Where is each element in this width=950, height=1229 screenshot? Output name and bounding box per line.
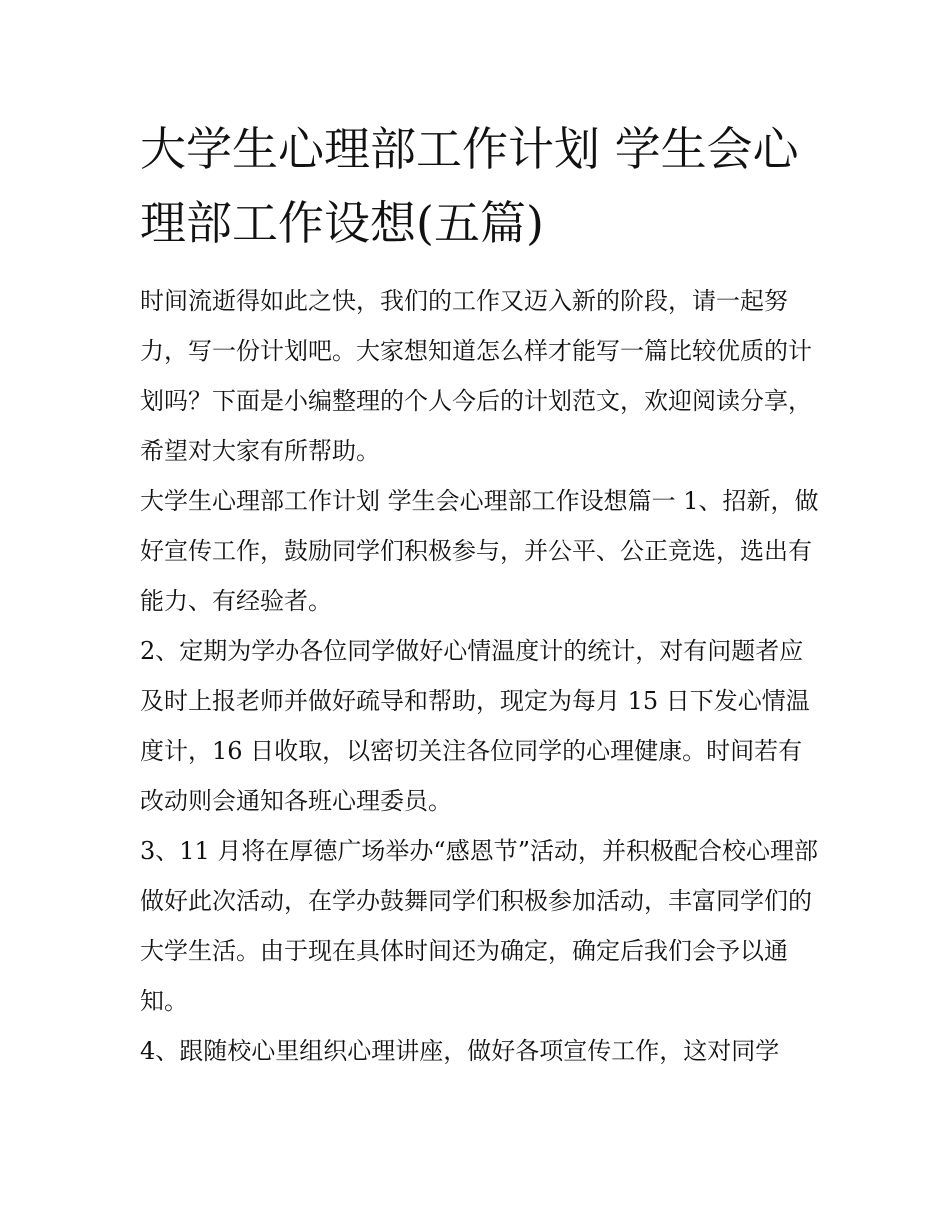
plan-item-1-paragraph: 大学生心理部工作计划 学生会心理部工作设想篇一 1、招新，做好宣传工作，鼓励同学们积极参与，并公平、公正竞选，选出有能力、有经验者。 — [140, 487, 819, 615]
plan-item-3-paragraph: 3、11 月将在厚德广场举办“感恩节”活动，并积极配合校心理部做好此次活动，在学办鼓舞同学们积极参加活动，丰富同学们的大学生活。由于现在具体时间还为确定，确定后我们会予以通知。 — [140, 837, 818, 1015]
intro-paragraph: 时间流逝得如此之快，我们的工作又迈入新的阶段，请一起努力，写一份计划吧。大家想知道怎么样才能写一篇比较优质的计划吗？下面是小编整理的个人今后的计划范文，欢迎阅读分享，希望对大家有所帮助。 — [140, 287, 812, 465]
plan-item-2-paragraph: 2、定期为学办各位同学做好心情温度计的统计，对有问题者应及时上报老师并做好疏导和帮助，现定为每月 15 日下发心情温度计，16 日收取，以密切关注各位同学的心理健康。时间若有改动则会通知各班心理委员。 — [140, 637, 810, 815]
plan-item-4-paragraph: 4、跟随校心里组织心理讲座，做好各项宣传工作，这对同学 — [140, 1037, 780, 1065]
document-page — [140, 112, 820, 1076]
document-body — [140, 276, 820, 1076]
document-title: 大学生心理部工作计划 学生会心理部工作设想(五篇) — [140, 122, 799, 250]
